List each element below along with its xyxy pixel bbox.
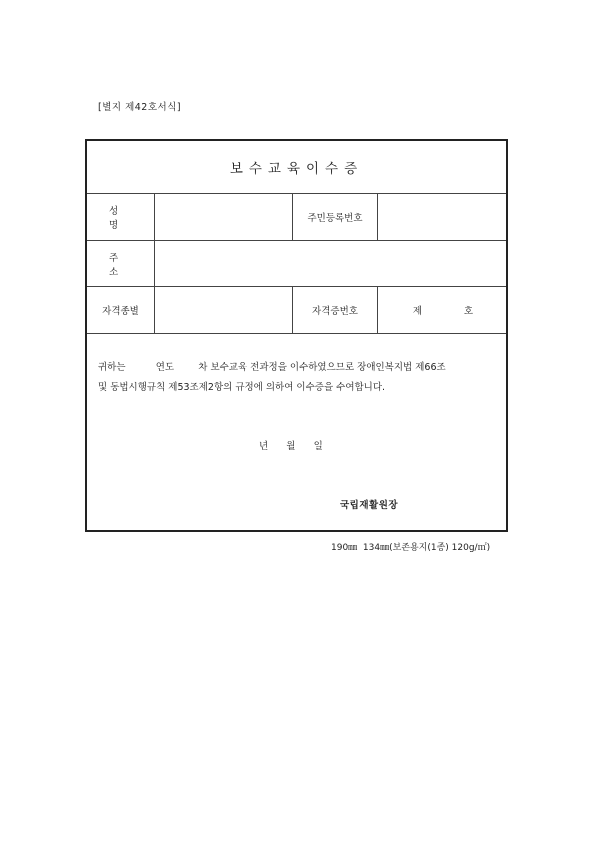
form-number-label: [별지 제42호서식] [98, 102, 182, 113]
issuer-name: 국립재활원장 [340, 500, 399, 511]
qualification-type-label: 자격종별 [102, 306, 139, 317]
certificate-no-suffix: 호 [463, 306, 474, 317]
qualification-type-field[interactable] [154, 287, 292, 333]
name-field[interactable] [154, 194, 292, 240]
row-name-resident [87, 194, 506, 241]
certificate-form [85, 139, 508, 532]
certificate-body [98, 358, 498, 398]
row-qualification [87, 287, 506, 334]
certificate-title: 보수교육이수증 [87, 141, 506, 194]
resident-no-label: 주민등록번호 [292, 194, 377, 240]
certificate-no-label: 자격증번호 [292, 287, 377, 333]
paper-spec-note: 190㎜ 134㎜(보존용지(1종) 120g/㎡) [331, 543, 491, 553]
body-line-2: 및 동법시행규칙 제53조제2항의 규정에 의하여 이수증을 수여합니다. [98, 382, 386, 393]
issue-date: 년 월 일 [259, 441, 323, 452]
address-label: 주 소 [109, 252, 141, 278]
resident-no-field[interactable] [377, 194, 508, 240]
name-label: 성 명 [109, 206, 141, 231]
body-line-1: 귀하는 연도 차 보수교육 전과정을 이수하였으므로 장애인복지법 제66조 [98, 362, 446, 373]
row-address [87, 241, 506, 287]
certificate-no-prefix: 제 [412, 306, 423, 317]
certificate-no-field[interactable] [377, 287, 508, 333]
address-field[interactable] [154, 241, 508, 286]
